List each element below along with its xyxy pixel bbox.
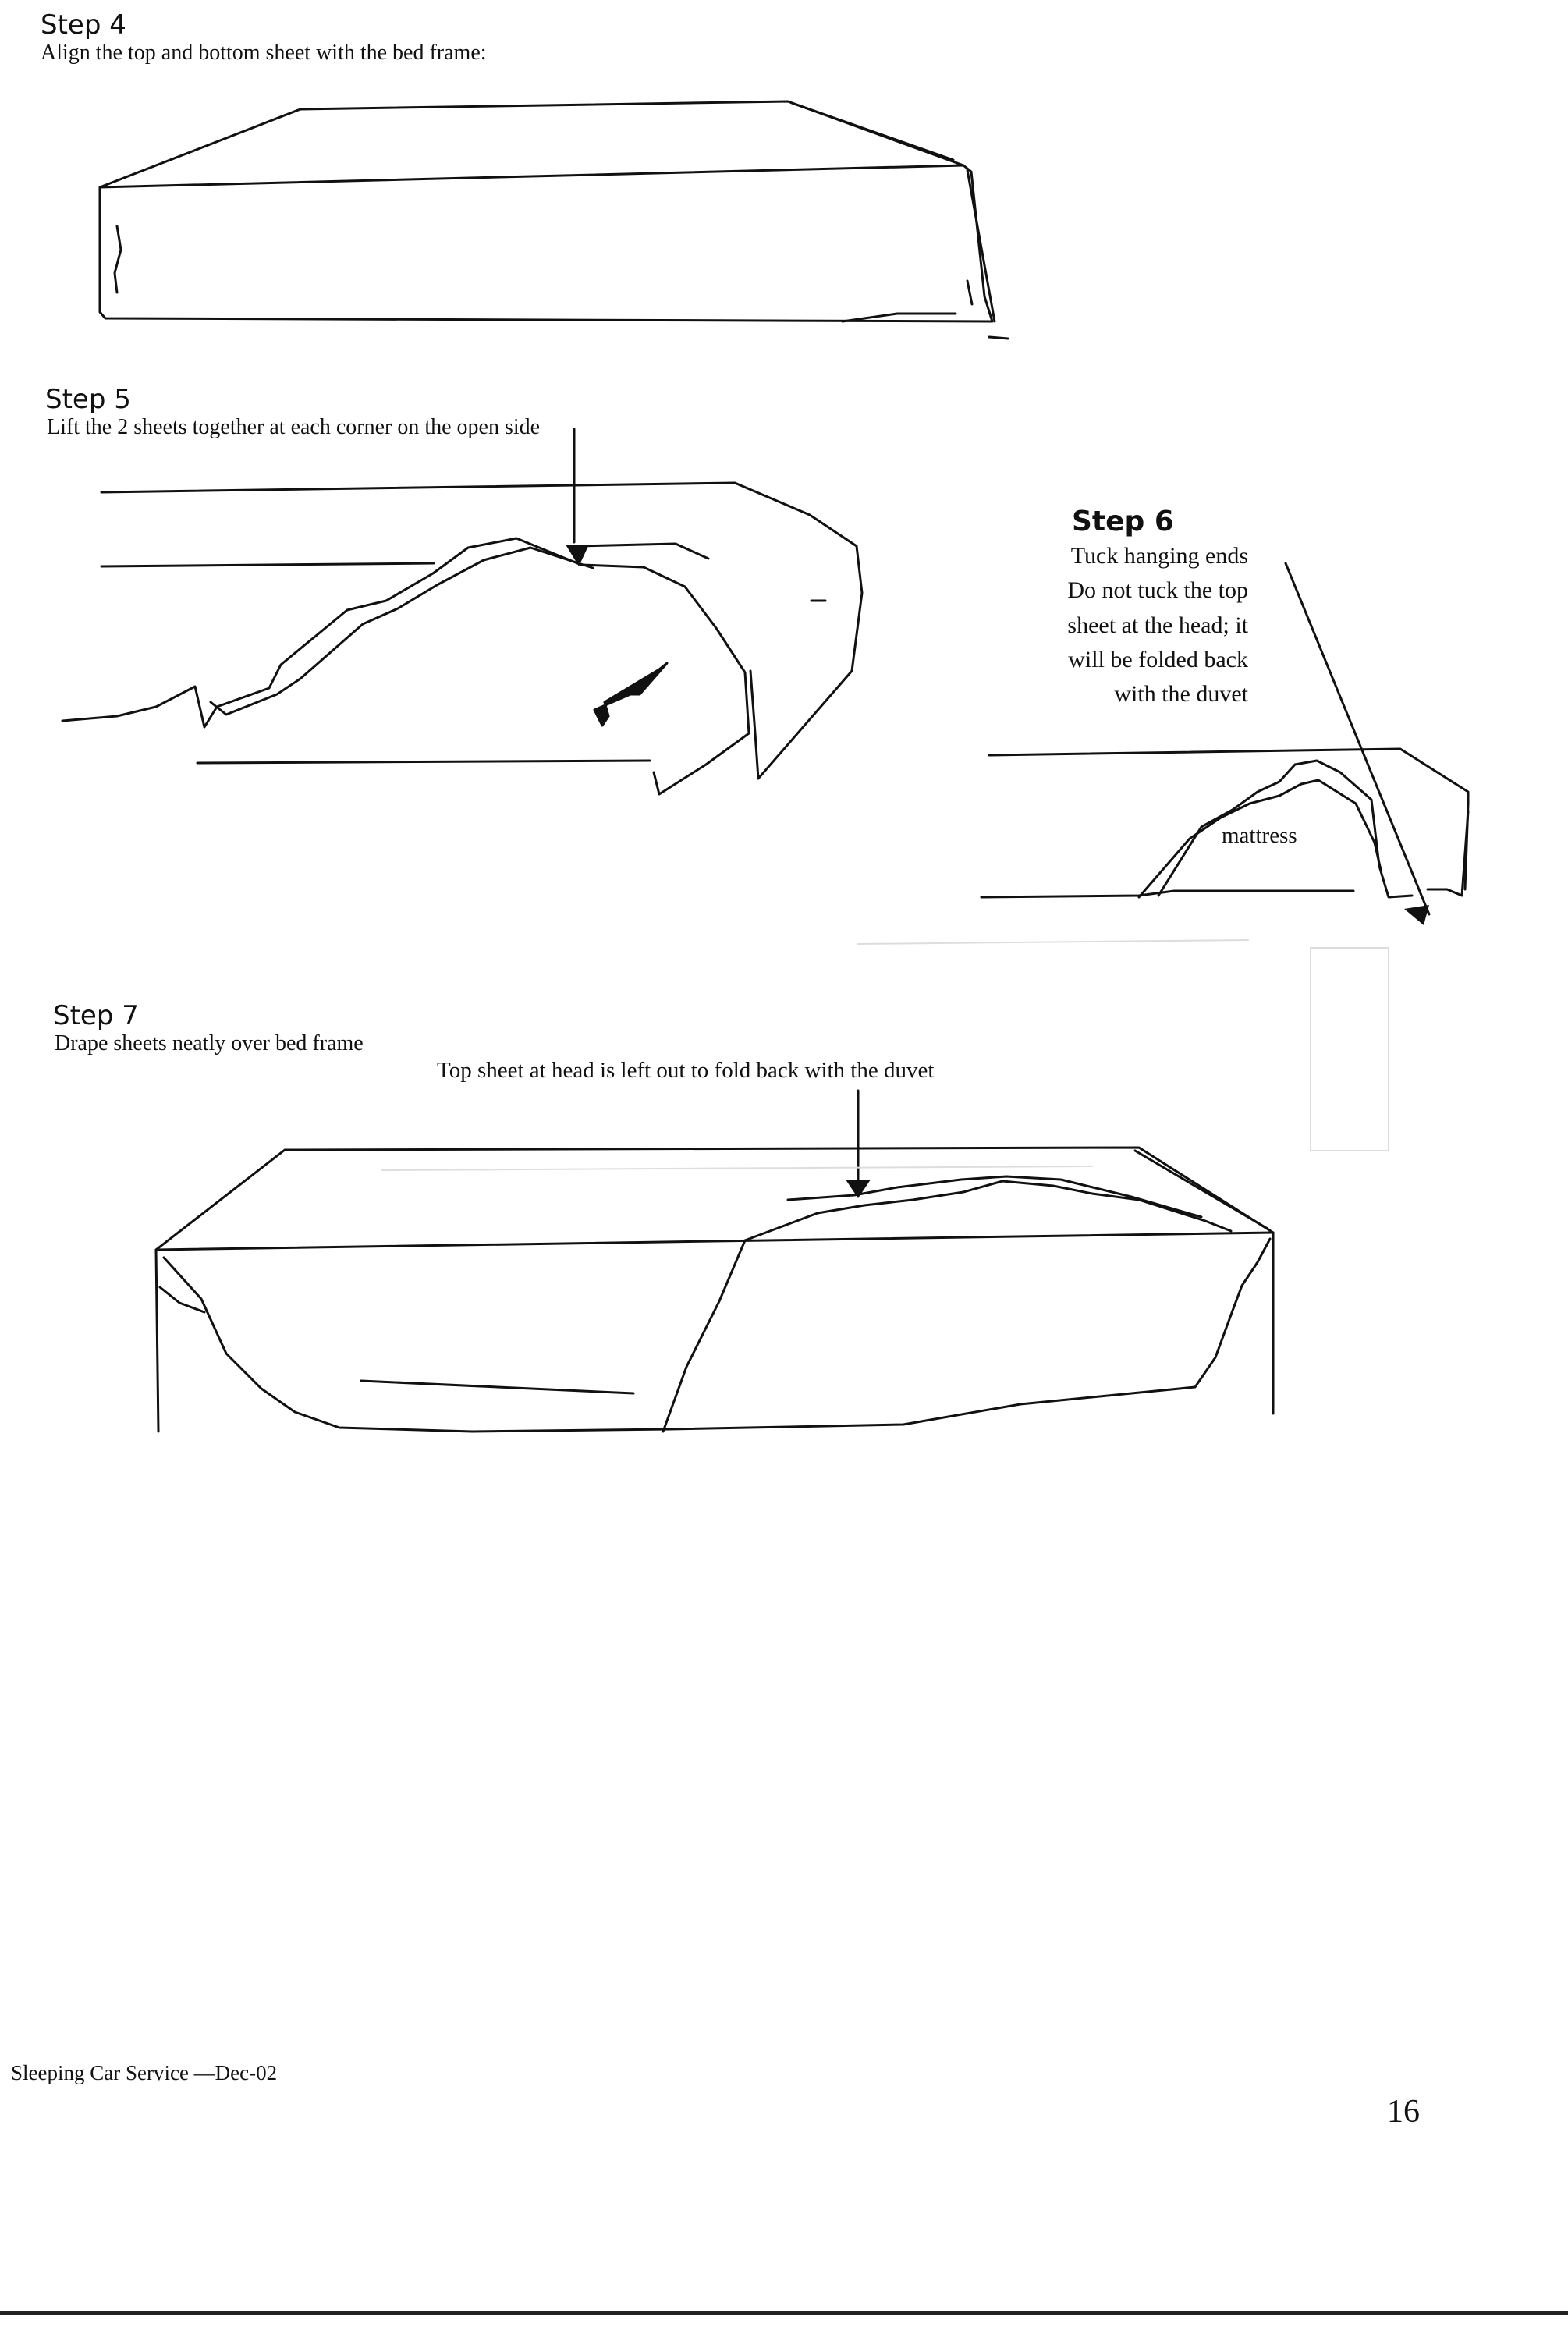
page-bottom-border (0, 2311, 1568, 2315)
step7-title: Step 7 (53, 1000, 139, 1031)
footer-document-label: Sleeping Car Service —Dec-02 (11, 2061, 278, 2084)
step6-line-1: Tuck hanging ends (1070, 543, 1248, 569)
step5-title: Step 5 (45, 384, 131, 415)
step5-lift-diagram (62, 429, 862, 794)
step6-line-5: with the duvet (1114, 681, 1248, 707)
step7-callout: Top sheet at head is left out to fold back with the duvet (437, 1058, 935, 1083)
step6-line-4: will be folded back (1068, 647, 1248, 672)
step4-bed-diagram (100, 101, 1008, 339)
step7-drape-diagram (156, 1091, 1273, 1432)
step4-title: Step 4 (41, 9, 126, 41)
step5-description: Lift the 2 sheets together at each corner on the open side (47, 415, 541, 439)
step6-line-3: sheet at the head; it (1067, 612, 1248, 638)
step6-title: Step 6 (1072, 506, 1174, 538)
page-number: 16 (1387, 2094, 1420, 2130)
step7-description: Drape sheets neatly over bed frame (55, 1031, 364, 1056)
mattress-label: mattress (1222, 823, 1297, 848)
scan-bleed-marks (382, 940, 1389, 1170)
step6-line-2: Do not tuck the top (1067, 577, 1248, 603)
step4-description: Align the top and bottom sheet with the bed frame: (41, 41, 487, 65)
